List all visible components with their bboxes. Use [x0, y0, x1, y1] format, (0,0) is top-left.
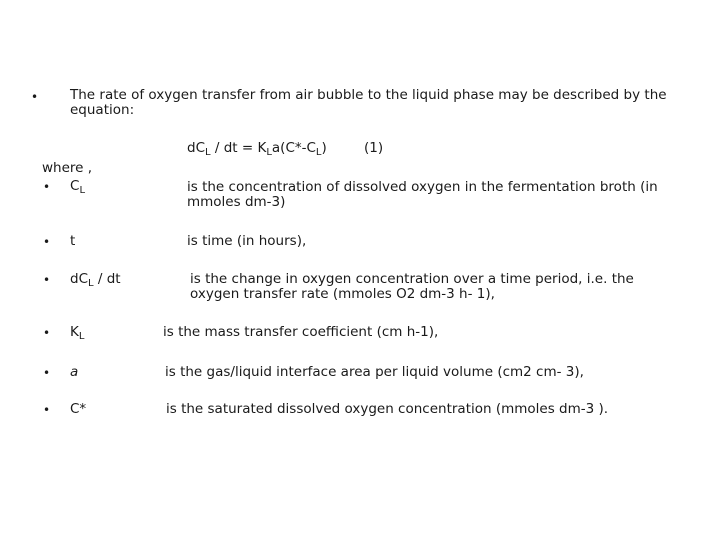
term-main: K: [70, 324, 79, 340]
equation-end: ): [321, 140, 327, 156]
term-main: a: [70, 364, 79, 380]
term-bullet: •: [43, 403, 51, 417]
intro-paragraph: The rate of oxygen transfer from air bubble to the liquid phase may be described by the equation:: [70, 87, 667, 118]
term-bullet: •: [43, 235, 51, 249]
term-main: dC: [70, 271, 88, 287]
term-label: [70, 325, 84, 340]
term-bullet: •: [43, 180, 51, 194]
term-subscript: L: [78, 331, 85, 342]
term-label: [70, 402, 86, 417]
equation-lhs-d: dC: [187, 140, 205, 156]
term-main: t: [70, 233, 76, 249]
term-bullet: •: [43, 326, 51, 340]
term-definition: is the change in oxygen concentration over a time period, i.e. the oxygen transfer rate (mmoles O2 dm-3 h- 1),: [190, 271, 634, 302]
where-label: where ,: [42, 160, 93, 176]
equation-mid: a(C*-C: [271, 140, 316, 156]
term-main: C*: [70, 401, 87, 417]
term-definition: is the saturated dissolved oxygen concentration (mmoles dm-3 ).: [166, 401, 609, 417]
term-subscript: L: [79, 185, 86, 196]
term-subscript: L: [88, 278, 94, 289]
term-label: [70, 179, 85, 194]
term-label: [70, 365, 78, 380]
equation-c-subscript: L: [315, 147, 322, 158]
equation-lhs-subscript: L: [205, 147, 211, 158]
term-label: [70, 234, 75, 249]
term-definition: is time (in hours),: [187, 233, 307, 249]
term-definition: is the concentration of dissolved oxygen in the fermentation broth (in mmoles dm-3): [187, 179, 658, 210]
term-definition: is the mass transfer coefficient (cm h-1),: [163, 324, 439, 340]
term-main: C: [70, 178, 80, 194]
equation: [187, 141, 327, 156]
term-label: [70, 272, 121, 287]
equation-k-subscript: L: [266, 147, 272, 158]
term-definition: is the gas/liquid interface area per liquid volume (cm2 cm- 3),: [165, 364, 584, 380]
term-bullet: •: [43, 273, 51, 287]
equation-number: (1): [364, 140, 384, 156]
term-bullet: •: [43, 366, 51, 380]
intro-bullet: •: [31, 90, 39, 104]
equation-lhs-rest: / dt = K: [210, 140, 267, 156]
term-rest: / dt: [93, 271, 121, 287]
